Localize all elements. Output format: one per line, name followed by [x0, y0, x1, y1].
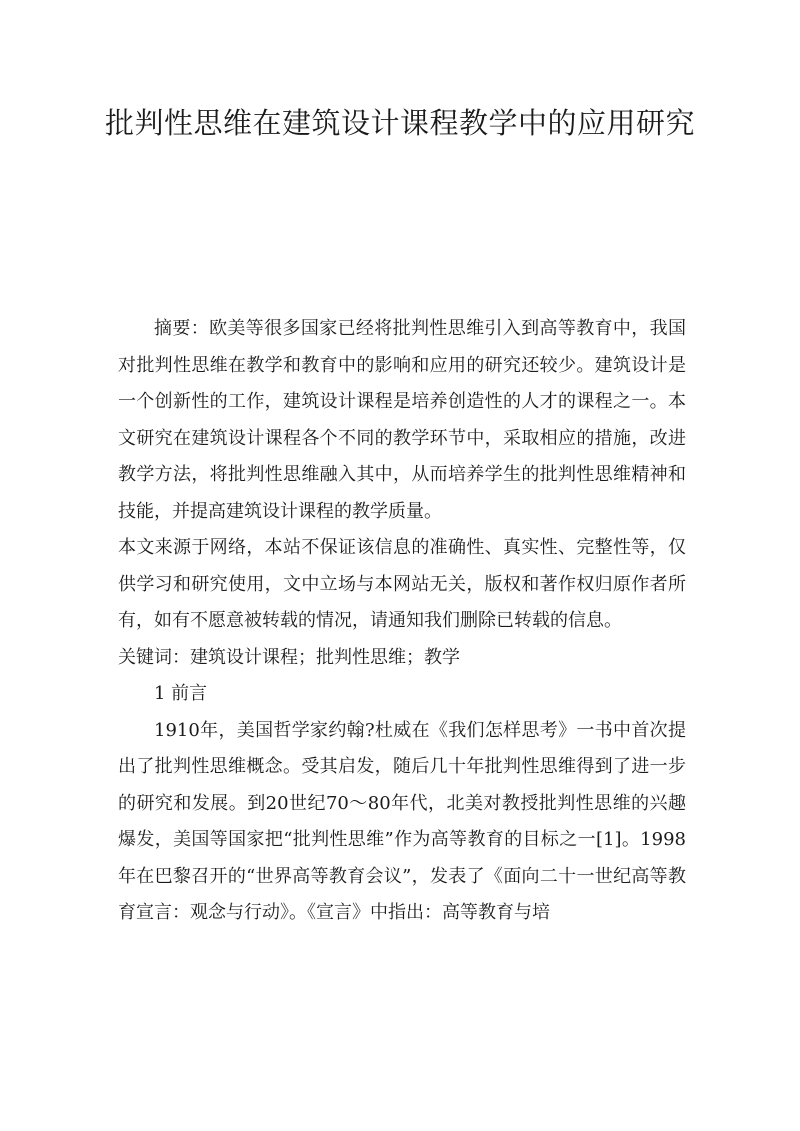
intro-paragraph: 1910年，美国哲学家约翰?杜威在《我们怎样思考》一书中首次提出了批判性思维概念。受其启发，随后几十年批判性思维得到了进一步的研究和发展。到20世纪70～80年代，北美对教授批判性思维的兴趣爆发，美国等国家把“批判性思维”作为高等教育的目标之一[1]。1998年在巴黎召开的“世界高等教育会议”，发表了《面向二十一世纪高等教育宣言：观念与行动》。《宣言》中指出：高等教育与培 [118, 719, 686, 923]
section-heading: 1 前言 [154, 683, 208, 704]
document-title: 批判性思维在建筑设计课程教学中的应用研究 [104, 106, 695, 140]
abstract-paragraph: 摘要：欧美等很多国家已经将批判性思维引入到高等教育中，我国对批判性思维在教学和教育中的影响和应用的研究还较少。建筑设计是一个创新性的工作，建筑设计课程是培养创造性的人才的课程之一。本文研究在建筑设计课程各个不同的教学环节中，采取相应的措施，改进教学方法，将批判性思维融入其中，从而培养学生的批判性思维精神和技能，并提高建筑设计课程的教学质量。 [118, 318, 686, 522]
disclaimer-paragraph: 本文来源于网络，本站不保证该信息的准确性、真实性、完整性等，仅供学习和研究使用，文中立场与本网站无关，版权和著作权归原作者所有，如有不愿意被转载的情况，请通知我们删除已转载的信息。 [118, 537, 686, 631]
document-body [118, 311, 686, 932]
keywords-line: 关键词：建筑设计课程；批判性思维；教学 [118, 646, 460, 668]
